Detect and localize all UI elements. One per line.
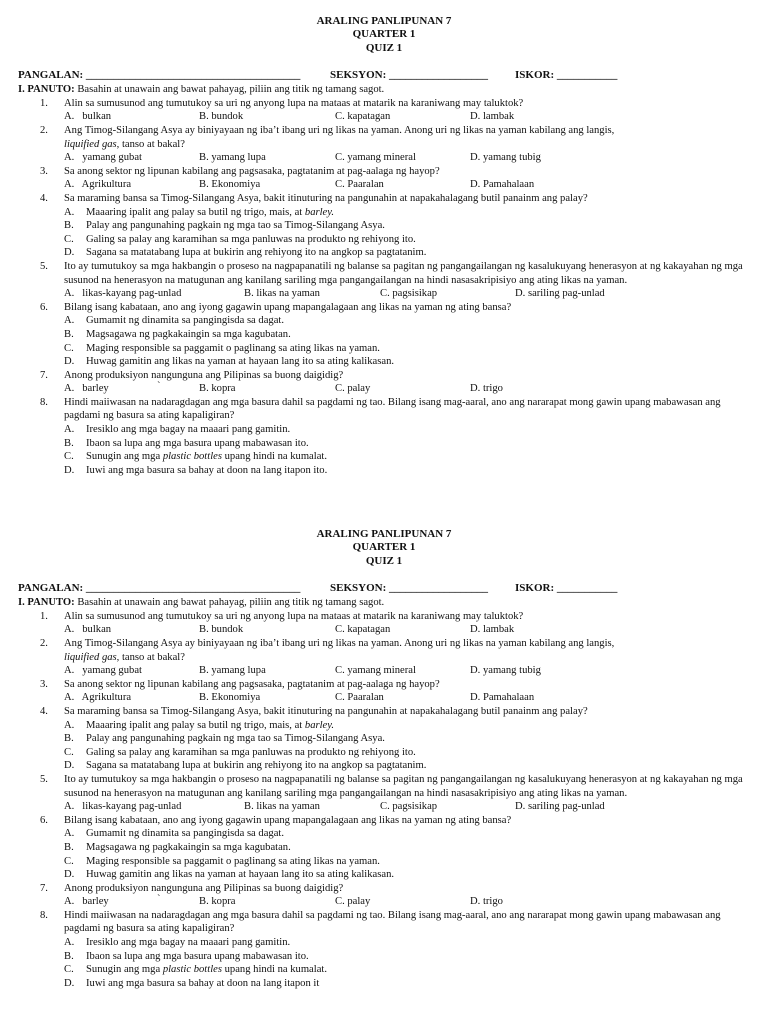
option-b[interactable]: B. yamang lupa: [199, 152, 266, 164]
option-text: Sagana sa matatabang lupa at bukirin ang rehiyong ito na angkop sa pagtatanim.: [86, 247, 427, 259]
option-text-rest: upang hindi na kumalat.: [221, 964, 328, 976]
option-text: Maaaring ipalit ang palay sa butil ng trigo, mais, at: [86, 719, 305, 731]
question-text-rest: tanso at bakal?: [119, 138, 185, 150]
option-d[interactable]: D. lambak: [470, 111, 515, 123]
option-letter: B.: [64, 733, 74, 745]
option-b[interactable]: B. likas na yaman: [244, 801, 320, 813]
option-b[interactable]: [64, 950, 768, 964]
options-row: [64, 664, 768, 678]
question-number: 3.: [40, 165, 48, 177]
option-c[interactable]: C. yamang mineral: [335, 152, 416, 164]
question-text: Hindi maiiwasan na nadaragdagan ang mga basura dahil sa pagdami ng tao. Bilang isang mag-aaral, ano ang nararapat mong gawin upang mabawasan ang pagdami ng basura sa ating kapaligiran?: [64, 909, 721, 935]
option-text: Sunugin ang mga: [86, 451, 163, 463]
option-b[interactable]: [64, 732, 768, 746]
question-emphasis: liquified gas,: [64, 138, 120, 150]
option-text: Iresiklo ang mga bagay na maaari pang gamitin.: [86, 424, 291, 436]
question-text: [64, 637, 748, 664]
options-row: [64, 287, 768, 301]
question-2: [0, 124, 768, 151]
option-a[interactable]: A. barley: [64, 896, 109, 908]
question-text: Ito ay tumutukoy sa mga hakbangin o proseso na nagpapanatili ng balanse sa pagitan ng pangangailangan ng kasalukuyang henerasyon at ng kakayahan ng mga susunod na henerasyon na matugunan ang kanilang sariling mga pangangailangan na hindi nasasakripisiyo ang ating likas na yaman.: [64, 773, 743, 799]
subject-title: ARALING PANLIPUNAN 7: [316, 528, 452, 540]
question-2: [0, 637, 768, 664]
option-letter: C.: [64, 855, 74, 867]
option-c[interactable]: C. kapatagan: [335, 111, 391, 123]
option-letter: B.: [64, 328, 74, 340]
option-d[interactable]: D. sariling pag-unlad: [515, 288, 605, 300]
option-c[interactable]: C. kapatagan: [335, 624, 391, 636]
option-d[interactable]: D. yamang tubig: [470, 665, 541, 677]
score-field[interactable]: ISKOR: ___________: [515, 582, 618, 595]
options-row: [64, 178, 768, 192]
option-letter: C.: [64, 233, 74, 245]
option-text: Maging responsible sa paggamit o paglinang sa ating likas na yaman.: [86, 342, 380, 354]
option-a[interactable]: A. Agrikultura: [64, 179, 132, 191]
option-c[interactable]: [64, 450, 768, 464]
option-emphasis: barley.: [304, 206, 335, 218]
directions-label: I. PANUTO:: [18, 84, 75, 96]
option-text: Ibaon sa lupa ang mga basura upang mabawasan ito.: [86, 950, 309, 962]
option-b[interactable]: B. yamang lupa: [199, 665, 266, 677]
option-a[interactable]: A. likas-kayang pag-unlad: [64, 288, 182, 300]
option-letter: A.: [64, 424, 75, 436]
option-letter: B.: [64, 950, 74, 962]
options-row: [64, 623, 768, 637]
option-text: Iuwi ang mga basura sa bahay at doon na lang itapon it: [86, 977, 320, 989]
option-letter: C.: [64, 451, 74, 463]
option-c[interactable]: C. pagsisikap: [380, 801, 438, 813]
options-row: [64, 800, 768, 814]
option-b[interactable]: B. kopra: [199, 896, 236, 908]
option-b[interactable]: [64, 841, 768, 855]
section-field[interactable]: SEKSYON: __________________: [330, 582, 488, 595]
stray-mark: `: [157, 381, 161, 393]
option-b[interactable]: B. kopra: [199, 383, 236, 395]
option-letter: A.: [64, 937, 75, 949]
question-text: Ito ay tumutukoy sa mga hakbangin o proseso na nagpapanatili ng balanse sa pagitan ng pangangailangan ng kasalukuyang henerasyon at ng kakayahan ng mga susunod na henerasyon na matugunan ang kanilang sariling mga pangangailangan na hindi nasasakripisiyo ang ating likas na yaman.: [64, 260, 743, 286]
option-b[interactable]: [64, 437, 768, 451]
question-text: Bilang isang kabataan, ano ang iyong gagawin upang mapangalagaan ang likas na yaman ng ating bansa?: [64, 301, 512, 313]
question-5: [0, 773, 768, 800]
option-b[interactable]: B. Ekonomiya: [199, 179, 261, 191]
question-text: Anong produksiyon nangunguna ang Pilipinas sa buong daigidig?: [64, 882, 344, 894]
option-c[interactable]: [64, 233, 768, 247]
question-text: Bilang isang kabataan, ano ang iyong gagawin upang mapangalagaan ang likas na yaman ng ating bansa?: [64, 814, 512, 826]
option-d[interactable]: [64, 464, 768, 478]
option-d[interactable]: [64, 759, 768, 773]
option-c[interactable]: C. palay: [335, 896, 371, 908]
student-info-line: [0, 582, 768, 596]
question-number: 7.: [40, 369, 48, 381]
option-text: Sunugin ang mga: [86, 964, 163, 976]
question-6: [0, 301, 768, 315]
question-number: 6.: [40, 814, 48, 826]
option-text: Gumamit ng dinamita sa pangingisda sa dagat.: [86, 828, 285, 840]
question-text: Sa maraming bansa sa Timog-Silangang Asya, bakit itinuturing na pangunahin at napakahalagang butil panainm ang palay?: [64, 705, 588, 717]
options-row: [64, 691, 768, 705]
question-text-rest: tanso at bakal?: [119, 651, 185, 663]
option-d[interactable]: D. yamang tubig: [470, 152, 541, 164]
option-a[interactable]: A. yamang gubat: [64, 152, 142, 164]
option-b[interactable]: B. Ekonomiya: [199, 692, 261, 704]
option-letter: C.: [64, 342, 74, 354]
name-field[interactable]: PANGALAN: _______________________________________: [18, 582, 301, 595]
question-number: 4.: [40, 705, 48, 717]
question-number: 5.: [40, 773, 48, 785]
directions-text: Basahin at unawain ang bawat pahayag, piliin ang titik ng tamang sagot.: [77, 84, 385, 96]
option-b[interactable]: B. bundok: [199, 624, 244, 636]
option-letter: B.: [64, 220, 74, 232]
option-text: Palay ang pangunahing pagkain ng mga tao sa Timog-Silangang Asya.: [86, 733, 385, 745]
option-d[interactable]: D. sariling pag-unlad: [515, 801, 605, 813]
directions: [0, 596, 768, 610]
question-5: [0, 260, 768, 287]
option-text: Gumamit ng dinamita sa pangingisda sa dagat.: [86, 315, 285, 327]
question-number: 1.: [40, 97, 48, 109]
option-letter: D.: [64, 464, 75, 476]
directions-text: Basahin at unawain ang bawat pahayag, piliin ang titik ng tamang sagot.: [77, 597, 385, 609]
question-1: [0, 97, 768, 111]
question-text: Sa anong sektor ng lipunan kabilang ang pagsasaka, pagtatanim at pag-aalaga ng hayop?: [64, 678, 440, 690]
option-text: Magsagawa ng pagkakaingin sa mga kagubatan.: [86, 328, 291, 340]
option-d[interactable]: [64, 246, 768, 260]
option-d[interactable]: D. trigo: [470, 383, 503, 395]
option-text-rest: upang hindi na kumalat.: [221, 451, 328, 463]
option-a[interactable]: [64, 314, 768, 328]
question-1: [0, 610, 768, 624]
option-letter: C.: [64, 964, 74, 976]
directions: [0, 83, 768, 97]
subject-title: ARALING PANLIPUNAN 7: [316, 15, 452, 27]
question-text: Sa maraming bansa sa Timog-Silangang Asya, bakit itinuturing na pangunahin at napakahalagang butil panainm ang palay?: [64, 192, 588, 204]
quiz-sheet-top: [0, 15, 768, 477]
option-text: Iuwi ang mga basura sa bahay at doon na lang itapon ito.: [86, 464, 328, 476]
quarter-title: QUARTER 1: [352, 541, 416, 554]
question-number: 8.: [40, 396, 48, 408]
question-number: 2.: [40, 125, 48, 136]
option-text: Ibaon sa lupa ang mga basura upang mabawasan ito.: [86, 437, 309, 449]
option-b[interactable]: B. likas na yaman: [244, 288, 320, 300]
option-emphasis: barley.: [304, 719, 335, 731]
option-letter: A.: [64, 828, 75, 840]
score-field[interactable]: ISKOR: ___________: [515, 69, 618, 82]
question-8: [0, 909, 768, 936]
question-number: 6.: [40, 301, 48, 313]
option-text: Maaaring ipalit ang palay sa butil ng trigo, mais, at: [86, 206, 305, 218]
option-text: Huwag gamitin ang likas na yaman at hayaan lang ito sa ating kalikasan.: [86, 356, 395, 368]
option-a[interactable]: [64, 206, 768, 220]
question-text: Alin sa sumusunod ang tumutukoy sa uri ng anyong lupa na mataas at matarik na karaniwang may taluktok?: [64, 97, 524, 109]
question-8: [0, 396, 768, 423]
option-letter: D.: [64, 760, 75, 772]
option-a[interactable]: A. bulkan: [64, 624, 112, 636]
option-a[interactable]: [64, 719, 768, 733]
options-row: [64, 110, 768, 124]
option-letter: D.: [64, 247, 75, 259]
option-text: Sagana sa matatabang lupa at bukirin ang rehiyong ito na angkop sa pagtatanim.: [86, 760, 427, 772]
question-number: 8.: [40, 909, 48, 921]
option-d[interactable]: [64, 355, 768, 369]
option-letter: D.: [64, 356, 75, 368]
question-text: Sa anong sektor ng lipunan kabilang ang pagsasaka, pagtatanim at pag-aalaga ng hayop?: [64, 165, 440, 177]
options-row: [64, 151, 768, 165]
question-4: [0, 192, 768, 206]
option-c[interactable]: [64, 855, 768, 869]
option-a[interactable]: [64, 423, 768, 437]
option-text: Maging responsible sa paggamit o paglinang sa ating likas na yaman.: [86, 855, 380, 867]
option-letter: C.: [64, 746, 74, 758]
option-d[interactable]: [64, 868, 768, 882]
question-text-line: Ang Timog-Silangang Asya ay biniyayaan ng iba’t ibang uri ng likas na yaman. Anong uri ng likas na yaman kabilang ang langis,: [64, 125, 615, 136]
option-a[interactable]: A. yamang gubat: [64, 665, 142, 677]
option-letter: D.: [64, 977, 75, 989]
option-d[interactable]: [64, 977, 768, 991]
question-text: Hindi maiiwasan na nadaragdagan ang mga basura dahil sa pagdami ng tao. Bilang isang mag-aaral, ano ang nararapat mong gawin upang mabawasan ang pagdami ng basura sa ating kapaligiran?: [64, 396, 721, 422]
question-number: 1.: [40, 610, 48, 622]
option-d[interactable]: D. trigo: [470, 896, 503, 908]
option-c[interactable]: [64, 342, 768, 356]
question-text-line: Ang Timog-Silangang Asya ay biniyayaan ng iba’t ibang uri ng likas na yaman. Anong uri ng likas na yaman kabilang ang langis,: [64, 638, 615, 649]
quarter-title: QUARTER 1: [352, 28, 416, 41]
question-3: [0, 165, 768, 179]
option-letter: A.: [64, 206, 75, 218]
section-field[interactable]: SEKSYON: __________________: [330, 69, 488, 82]
stray-mark: `: [157, 894, 161, 906]
option-text: Galing sa palay ang karamihan sa mga panluwas na produkto ng rehiyong ito.: [86, 233, 416, 245]
option-b[interactable]: B. bundok: [199, 111, 244, 123]
question-text: Alin sa sumusunod ang tumutukoy sa uri ng anyong lupa na mataas at matarik na karaniwang may taluktok?: [64, 610, 524, 622]
option-b[interactable]: [64, 219, 768, 233]
question-number: 3.: [40, 678, 48, 690]
option-c[interactable]: C. Paaralan: [335, 692, 384, 704]
student-info-line: [0, 69, 768, 83]
directions-label: I. PANUTO:: [18, 597, 75, 609]
option-c[interactable]: C. palay: [335, 383, 371, 395]
question-7: [0, 882, 768, 896]
options-row: [64, 382, 768, 396]
quiz-sheet-bottom: [0, 528, 768, 990]
option-text: Galing sa palay ang karamihan sa mga panluwas na produkto ng rehiyong ito.: [86, 746, 416, 758]
option-letter: D.: [64, 869, 75, 881]
question-3: [0, 678, 768, 692]
option-c[interactable]: C. yamang mineral: [335, 665, 416, 677]
option-text: Palay ang pangunahing pagkain ng mga tao sa Timog-Silangang Asya.: [86, 220, 385, 232]
question-text: [64, 124, 748, 151]
option-a[interactable]: [64, 827, 768, 841]
option-a[interactable]: A. Agrikultura: [64, 692, 132, 704]
option-a[interactable]: A. likas-kayang pag-unlad: [64, 801, 182, 813]
option-letter: B.: [64, 841, 74, 853]
option-d[interactable]: D. lambak: [470, 624, 515, 636]
option-c[interactable]: C. pagsisikap: [380, 288, 438, 300]
question-7: [0, 369, 768, 383]
question-text: Anong produksiyon nangunguna ang Pilipinas sa buong daigidig?: [64, 369, 344, 381]
option-c[interactable]: [64, 746, 768, 760]
question-number: 2.: [40, 638, 48, 649]
name-field[interactable]: PANGALAN: _______________________________________: [18, 69, 301, 82]
option-a[interactable]: A. bulkan: [64, 111, 112, 123]
option-d[interactable]: D. Pamahalaan: [470, 692, 535, 704]
option-c[interactable]: C. Paaralan: [335, 179, 384, 191]
option-b[interactable]: [64, 328, 768, 342]
option-letter: A.: [64, 719, 75, 731]
options-row: [64, 895, 768, 909]
question-4: [0, 705, 768, 719]
option-letter: A.: [64, 315, 75, 327]
option-letter: B.: [64, 437, 74, 449]
question-6: [0, 814, 768, 828]
question-number: 4.: [40, 192, 48, 204]
option-c[interactable]: [64, 963, 768, 977]
question-emphasis: liquified gas,: [64, 651, 120, 663]
option-emphasis: plastic bottles: [162, 964, 222, 976]
option-d[interactable]: D. Pamahalaan: [470, 179, 535, 191]
quiz-title: QUIZ 1: [365, 554, 403, 567]
option-text: Magsagawa ng pagkakaingin sa mga kagubatan.: [86, 841, 291, 853]
question-number: 5.: [40, 260, 48, 272]
option-text: Iresiklo ang mga bagay na maaari pang gamitin.: [86, 937, 291, 949]
option-a[interactable]: A. barley: [64, 383, 109, 395]
question-number: 7.: [40, 882, 48, 894]
option-text: Huwag gamitin ang likas na yaman at hayaan lang ito sa ating kalikasan.: [86, 869, 395, 881]
quiz-title: QUIZ 1: [365, 41, 403, 54]
option-emphasis: plastic bottles: [162, 451, 222, 463]
option-a[interactable]: [64, 936, 768, 950]
